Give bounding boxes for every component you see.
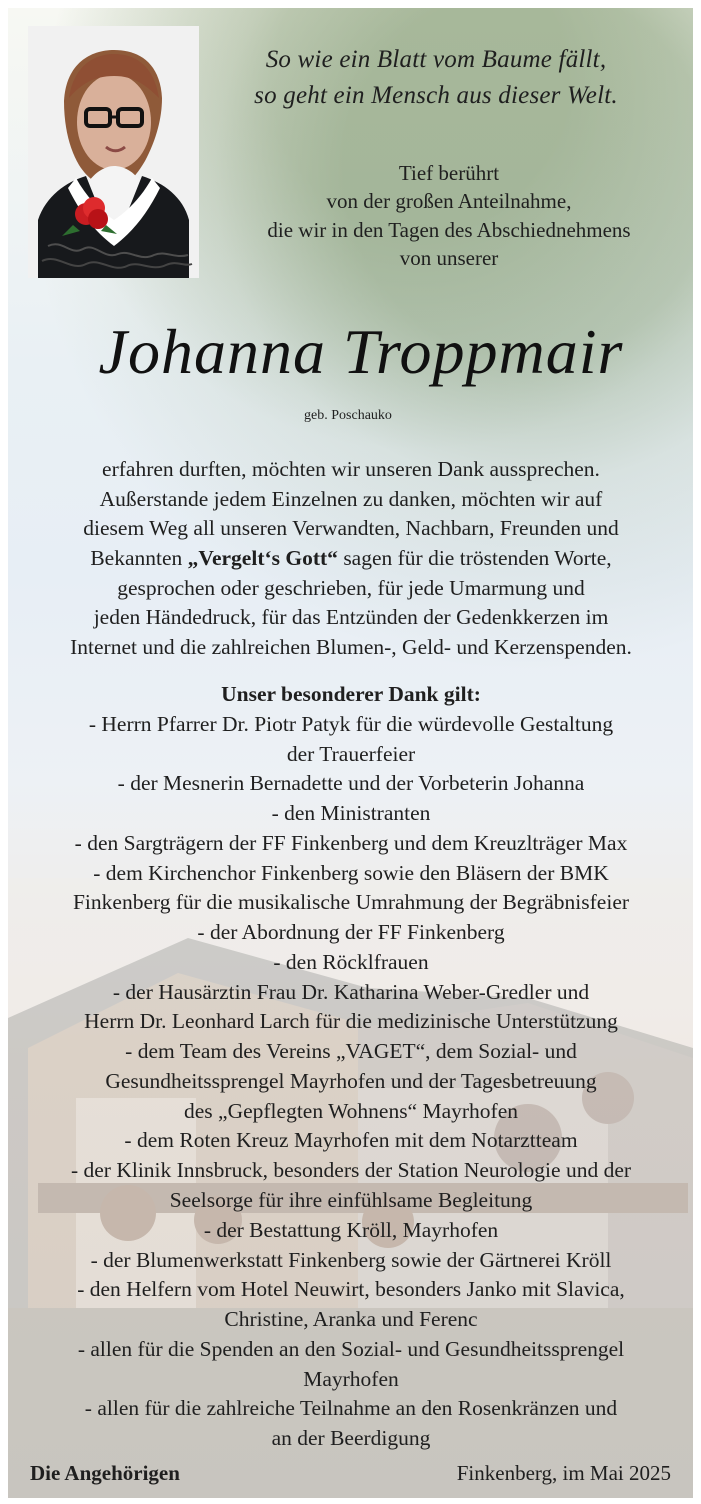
thanks-item: Mayrhofen	[303, 1366, 399, 1391]
thanks-item: - der Mesnerin Bernadette und der Vorbeterin Johanna	[117, 771, 585, 796]
thanks-item: - dem Kirchenchor Finkenberg sowie den Bläsern der BMK	[93, 860, 609, 885]
thanks-item: Gesundheitssprengel Mayrhofen und der Tagesbetreuung	[105, 1068, 597, 1093]
intro-line: von der großen Anteilnahme,	[326, 189, 572, 214]
birth-name: geb. Poschauko	[304, 408, 392, 423]
thanks-block	[20, 680, 682, 1454]
verse-line: so geht ein Mensch aus dieser Welt.	[254, 81, 618, 109]
message-highlight: „Vergelt‘s Gott“	[187, 545, 338, 570]
thanks-item: - Herrn Pfarrer Dr. Piotr Patyk für die würdevolle Gestaltung	[88, 711, 614, 736]
thanks-item: Seelsorge für ihre einfühlsame Begleitung	[169, 1188, 533, 1213]
place-date: Finkenberg, im Mai 2025	[456, 1461, 671, 1485]
message-line: diesem Weg all unseren Verwandten, Nachbarn, Freunden und	[83, 516, 619, 541]
message-line: erfahren durften, möchten wir unseren Dank aussprechen.	[102, 457, 600, 481]
thanks-item: - den Helfern vom Hotel Neuwirt, besonders Janko mit Slavica,	[77, 1277, 625, 1302]
thanks-title: Unser besonderer Dank gilt:	[221, 682, 481, 706]
thanks-item: an der Beerdigung	[271, 1426, 431, 1451]
intro-line: die wir in den Tagen des Abschiednehmens	[267, 217, 631, 242]
thanks-item: - den Röcklfrauen	[273, 949, 429, 974]
signature: Die Angehörigen	[30, 1461, 180, 1485]
thanks-item: Christine, Aranka und Ferenc	[224, 1307, 478, 1332]
message-block	[20, 455, 682, 663]
thanks-item: - der Bestattung Kröll, Mayrhofen	[203, 1217, 499, 1242]
thanks-item: - den Ministranten	[271, 801, 431, 826]
message-line-prefix: Bekannten	[90, 545, 188, 570]
thanks-item: - dem Team des Vereins „VAGET“, dem Sozial- und	[125, 1039, 577, 1064]
message-line: Außerstande jedem Einzelnen zu danken, möchten wir auf	[99, 486, 603, 511]
thanks-item: - allen für die Spenden an den Sozial- und Gesundheitssprengel	[77, 1336, 625, 1361]
message-line-suffix: sagen für die tröstenden Worte,	[337, 545, 612, 570]
message-line: jeden Händedruck, für das Entzünden der Gedenkkerzen im	[93, 605, 609, 630]
thanks-item: - der Blumenwerkstatt Finkenberg sowie der Gärtnerei Kröll	[90, 1247, 612, 1272]
thanks-item: - der Abordnung der FF Finkenberg	[197, 920, 505, 945]
thanks-item: - der Hausärztin Frau Dr. Katharina Weber-Gredler und	[112, 979, 590, 1004]
thanks-item: - allen für die zahlreiche Teilnahme an den Rosenkränzen und	[84, 1396, 618, 1421]
thanks-item: des „Gepflegten Wohnens“ Mayrhofen	[184, 1098, 518, 1123]
deceased-name: Johanna Troppmair	[98, 316, 624, 387]
thanks-item: der Trauerfeier	[286, 741, 416, 766]
portrait-photo	[28, 26, 199, 278]
verse-line: So wie ein Blatt vom Baume fällt,	[265, 46, 607, 73]
message-line	[20, 544, 682, 574]
message-line: gesprochen oder geschrieben, für jede Umarmung und	[117, 575, 585, 600]
intro-line: von unserer	[399, 246, 499, 271]
message-line: Internet und die zahlreichen Blumen-, Geld- und Kerzenspenden.	[70, 634, 632, 659]
thanks-list	[20, 710, 682, 1454]
thanks-item: - dem Roten Kreuz Mayrhofen mit dem Notarztteam	[124, 1128, 578, 1153]
obituary-card	[8, 8, 693, 1498]
thanks-item: - der Klinik Innsbruck, besonders der Station Neurologie und der	[70, 1158, 632, 1183]
thanks-item: Herrn Dr. Leonhard Larch für die medizinische Unterstützung	[84, 1009, 618, 1034]
verse-block	[236, 42, 636, 113]
intro-line: Tief berührt	[398, 161, 500, 185]
thanks-item: - den Sargträgern der FF Finkenberg und dem Kreuzlträger Max	[74, 830, 628, 855]
thanks-item: Finkenberg für die musikalische Umrahmung der Begräbnisfeier	[72, 890, 630, 915]
intro-block	[221, 159, 677, 272]
